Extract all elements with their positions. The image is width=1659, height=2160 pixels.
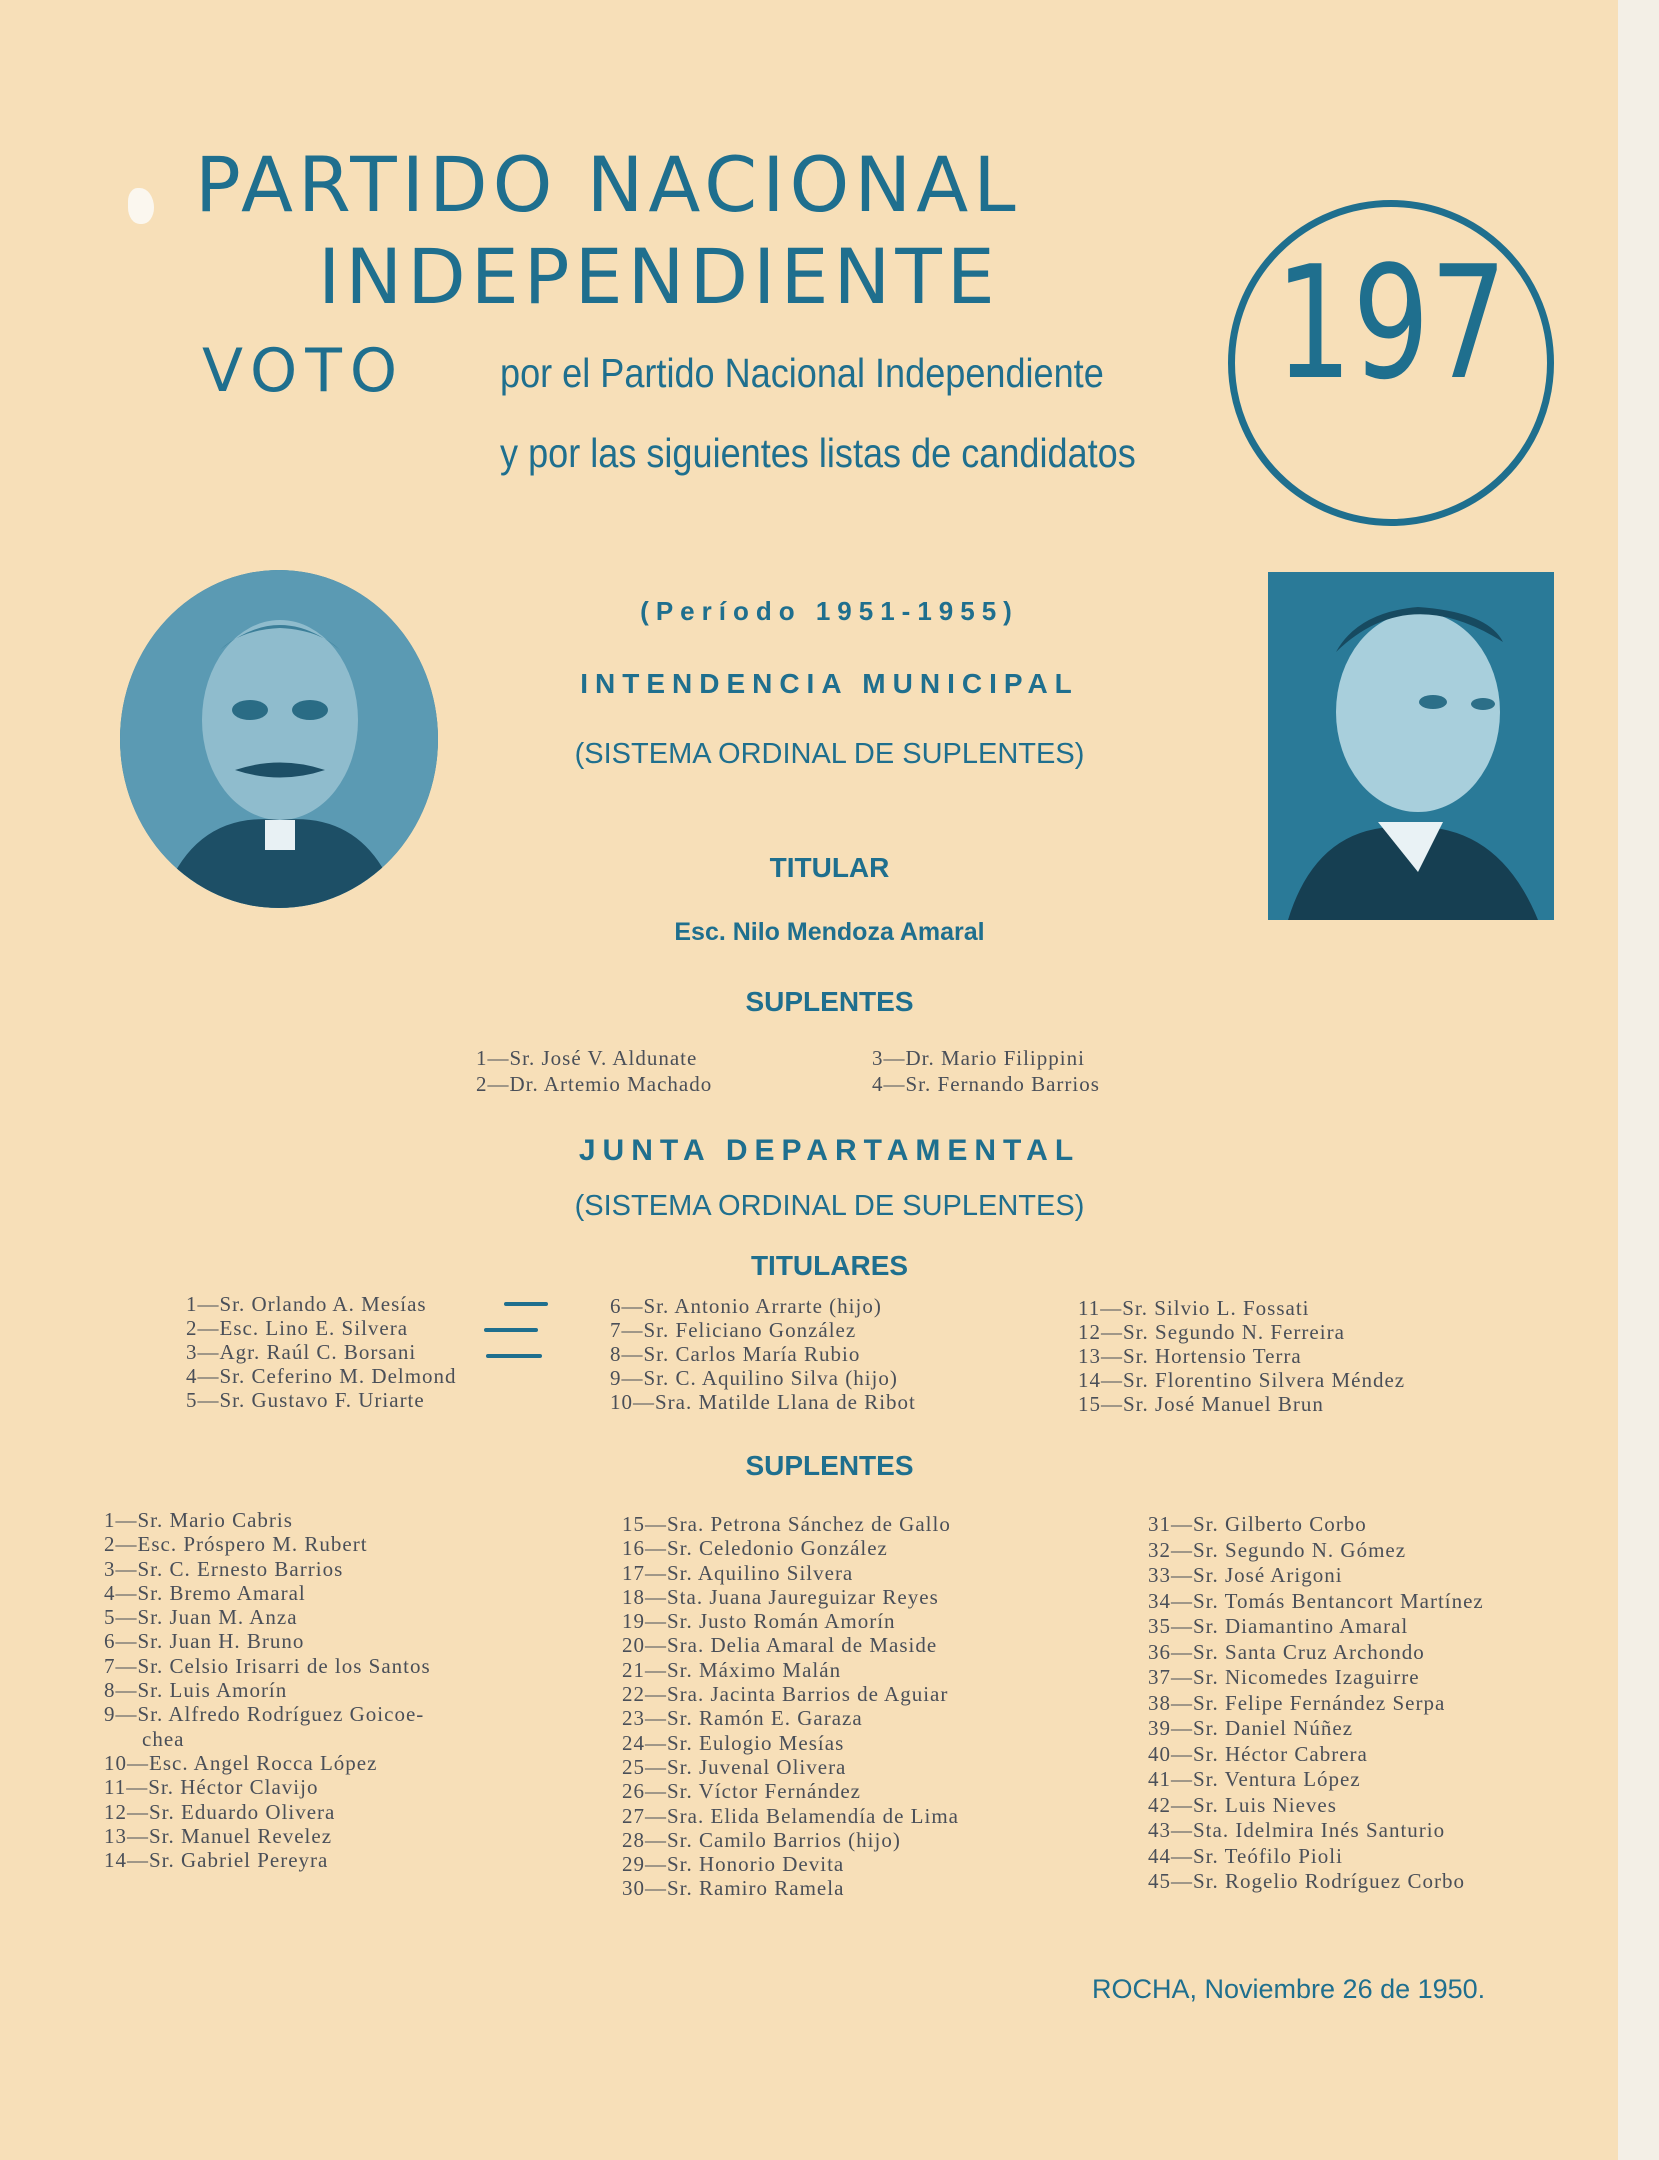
list-item: 26—Sr. Víctor Fernández [622, 1779, 861, 1804]
list-item: 21—Sr. Máximo Malán [622, 1657, 842, 1682]
list-item: 9—Sr. Alfredo Rodríguez Goicoe- [104, 1702, 425, 1727]
list-item: 1—Sr. Mario Cabris [104, 1508, 293, 1532]
paper-tear [128, 188, 154, 224]
list-item: 23—Sr. Ramón E. Garaza [622, 1706, 863, 1731]
list-item: 16—Sr. Celedonio González [622, 1536, 888, 1561]
sistema-ordinal-label: (SISTEMA ORDINAL DE SUPLENTES) [574, 738, 1085, 770]
list-item: 15—Sr. José Manuel Brun [1078, 1392, 1324, 1416]
titulares-heading: TITULARES [750, 1250, 909, 1281]
pen-mark [484, 1328, 538, 1332]
list-item: 29—Sr. Honorio Devita [622, 1852, 845, 1877]
list-item: 22—Sra. Jacinta Barrios de Aguiar [622, 1682, 949, 1707]
list-item: 4—Sr. Bremo Amaral [104, 1580, 306, 1605]
list-item: 9—Sr. C. Aquilino Silva (hijo) [610, 1366, 898, 1390]
list-item: 1—Sr. Orlando A. Mesías [186, 1292, 427, 1316]
list-item: 39—Sr. Daniel Núñez [1148, 1716, 1354, 1740]
list-item: 2—Esc. Próspero M. Rubert [104, 1532, 368, 1557]
voto-text-line2: y por las siguientes listas de candidatos [500, 430, 1136, 476]
list-item: 17—Sr. Aquilino Silvera [622, 1560, 854, 1585]
list-item: 3—Dr. Mario Filippini [872, 1046, 1085, 1070]
titulares-col1 [186, 1292, 457, 1412]
list-item: 45—Sr. Rogelio Rodríguez Corbo [1148, 1869, 1465, 1893]
list-item: 19—Sr. Justo Román Amorín [622, 1609, 896, 1634]
list-item: 7—Sr. Celsio Irisarri de los Santos [104, 1653, 431, 1678]
list-item: 7—Sr. Feliciano González [610, 1318, 857, 1342]
periodo-label: (Período 1951-1955) [640, 596, 1019, 626]
list-item: 1—Sr. José V. Aldunate [476, 1046, 698, 1070]
list-item: 20—Sra. Delia Amaral de Maside [622, 1633, 938, 1658]
suplentes-col1 [104, 1508, 431, 1872]
list-item: 31—Sr. Gilberto Corbo [1148, 1512, 1367, 1536]
titulares-col3 [1078, 1296, 1405, 1416]
list-item: 36—Sr. Santa Cruz Archondo [1148, 1639, 1425, 1664]
list-item: 3—Agr. Raúl C. Borsani [186, 1340, 417, 1364]
junta-suplentes-heading: SUPLENTES [745, 1450, 914, 1481]
list-item: 40—Sr. Héctor Cabrera [1148, 1741, 1368, 1766]
list-number: 197 [1274, 232, 1508, 414]
list-item: 10—Sra. Matilde Llana de Ribot [610, 1390, 916, 1414]
party-title-line1: PARTIDO NACIONAL [195, 140, 1021, 229]
list-item: 2—Esc. Lino E. Silvera [186, 1316, 409, 1340]
intendencia-suplentes-col2 [872, 1046, 1100, 1098]
pen-mark [486, 1354, 542, 1358]
list-item: 11—Sr. Héctor Clavijo [104, 1775, 319, 1800]
list-item: 6—Sr. Antonio Arrarte (hijo) [610, 1294, 882, 1318]
titular-heading: TITULAR [769, 852, 890, 883]
voto-heading: VOTO [202, 336, 406, 406]
list-item: 18—Sta. Juana Jaureguizar Reyes [622, 1584, 939, 1609]
list-item: 13—Sr. Manuel Revelez [104, 1823, 333, 1848]
list-item: 27—Sra. Elida Belamendía de Lima [622, 1803, 959, 1828]
junta-sistema-label: (SISTEMA ORDINAL DE SUPLENTES) [574, 1190, 1085, 1222]
titulares-col2 [610, 1294, 916, 1414]
list-item: 12—Sr. Eduardo Olivera [104, 1799, 336, 1824]
list-item: 3—Sr. C. Ernesto Barrios [104, 1556, 344, 1581]
list-item: 25—Sr. Juvenal Olivera [622, 1754, 847, 1779]
list-item: 2—Dr. Artemio Machado [476, 1072, 713, 1096]
voto-text-line1: por el Partido Nacional Independiente [500, 350, 1104, 396]
suplentes-col2 [622, 1512, 959, 1901]
list-item: 41—Sr. Ventura López [1148, 1767, 1361, 1791]
junta-heading: JUNTA DEPARTAMENTAL [578, 1134, 1081, 1167]
list-item: 13—Sr. Hortensio Terra [1078, 1344, 1302, 1368]
list-item: 8—Sr. Luis Amorín [104, 1678, 288, 1703]
suplentes-col3 [1148, 1512, 1484, 1895]
list-item: 38—Sr. Felipe Fernández Serpa [1148, 1690, 1446, 1715]
list-item: 10—Esc. Angel Rocca López [104, 1750, 378, 1775]
list-item: 12—Sr. Segundo N. Ferreira [1078, 1320, 1345, 1344]
list-item: 34—Sr. Tomás Bentancort Martínez [1148, 1588, 1484, 1613]
intendencia-heading: INTENDENCIA MUNICIPAL [580, 668, 1079, 699]
pen-mark [504, 1302, 548, 1306]
list-item: 32—Sr. Segundo N. Gómez [1148, 1537, 1407, 1562]
list-item: 33—Sr. José Arigoni [1148, 1563, 1343, 1587]
list-item: 4—Sr. Fernando Barrios [872, 1072, 1100, 1096]
party-title-line2: INDEPENDIENTE [318, 232, 1000, 321]
intendencia-suplentes-col1 [476, 1046, 712, 1098]
list-item: 14—Sr. Florentino Silvera Méndez [1078, 1368, 1406, 1392]
titular-name: Esc. Nilo Mendoza Amaral [674, 918, 985, 946]
list-item: 44—Sr. Teófilo Pioli [1148, 1843, 1343, 1868]
list-item: 8—Sr. Carlos María Rubio [610, 1342, 861, 1366]
list-item: 28—Sr. Camilo Barrios (hijo) [622, 1827, 901, 1852]
list-item: 5—Sr. Gustavo F. Uriarte [186, 1388, 425, 1412]
list-item: 30—Sr. Ramiro Ramela [622, 1876, 845, 1901]
list-item: 37—Sr. Nicomedes Izaguirre [1148, 1665, 1420, 1689]
list-item: 6—Sr. Juan H. Bruno [104, 1629, 305, 1654]
list-item: 5—Sr. Juan M. Anza [104, 1605, 298, 1630]
list-item: 14—Sr. Gabriel Pereyra [104, 1848, 329, 1873]
list-item: 42—Sr. Luis Nieves [1148, 1792, 1337, 1817]
list-item: 11—Sr. Silvio L. Fossati [1078, 1296, 1310, 1320]
list-item: 15—Sra. Petrona Sánchez de Gallo [622, 1512, 951, 1536]
page-edge [1618, 0, 1659, 2160]
list-item: 4—Sr. Ceferino M. Delmond [186, 1364, 457, 1388]
list-item: 24—Sr. Eulogio Mesías [622, 1730, 845, 1755]
intendencia-suplentes-heading: SUPLENTES [745, 986, 914, 1017]
list-item: 43—Sta. Idelmira Inés Santurio [1148, 1818, 1446, 1842]
place-date: ROCHA, Noviembre 26 de 1950. [1092, 1974, 1486, 2004]
list-item: chea [142, 1726, 185, 1751]
list-item: 35—Sr. Diamantino Amaral [1148, 1614, 1409, 1638]
